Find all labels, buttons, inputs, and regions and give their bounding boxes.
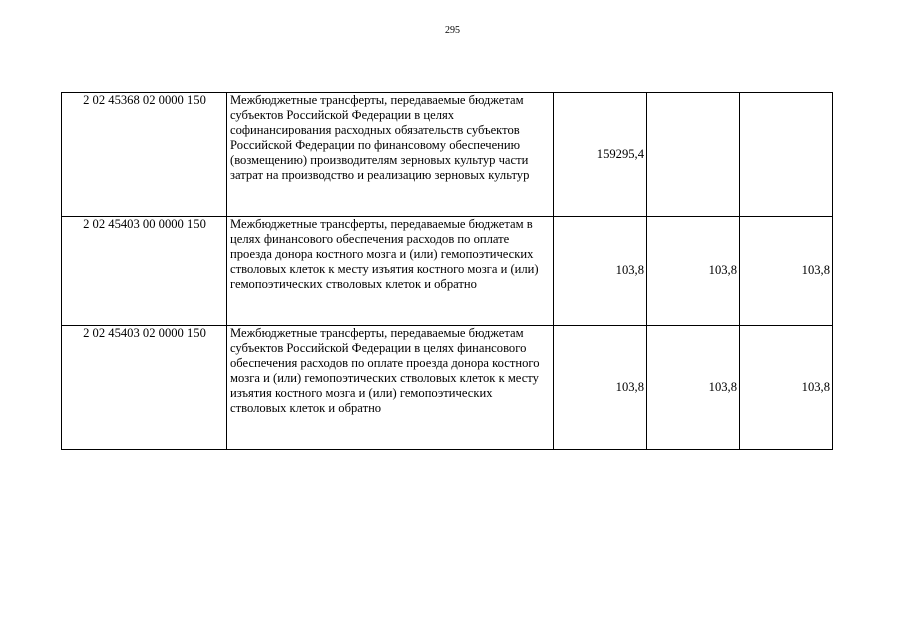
amount-cell-2: 103,8 bbox=[647, 217, 740, 326]
description-cell: Межбюджетные трансферты, передаваемые бюджетам субъектов Российской Федерации в целях софинансирования расходных обязательств субъектов Российской Федерации по финансовому обеспечению (возмещению) производителям зерновых культур части затрат на производство и реализацию зерновых культур bbox=[227, 93, 554, 217]
budget-code-cell: 2 02 45368 02 0000 150 bbox=[62, 93, 227, 217]
amount-cell-3: 103,8 bbox=[740, 217, 833, 326]
page-number: 295 bbox=[445, 25, 460, 36]
budget-code-cell: 2 02 45403 02 0000 150 bbox=[62, 326, 227, 450]
amount-cell-1: 159295,4 bbox=[554, 93, 647, 217]
table-row bbox=[62, 93, 833, 217]
amount-cell-2: 103,8 bbox=[647, 326, 740, 450]
amount-cell-3 bbox=[740, 93, 833, 217]
description-cell: Межбюджетные трансферты, передаваемые бюджетам в целях финансового обеспечения расходов по оплате проезда донора костного мозга и (или) гемопоэтических стволовых клеток к месту изъятия костного мозга и (или) гемопоэтических стволовых клеток и обратно bbox=[227, 217, 554, 326]
amount-cell-1: 103,8 bbox=[554, 217, 647, 326]
budget-code-cell: 2 02 45403 00 0000 150 bbox=[62, 217, 227, 326]
amount-cell-2 bbox=[647, 93, 740, 217]
budget-table bbox=[61, 92, 833, 450]
table-row bbox=[62, 217, 833, 326]
description-cell: Межбюджетные трансферты, передаваемые бюджетам субъектов Российской Федерации в целях финансового обеспечения расходов по оплате проезда донора костного мозга и (или) гемопоэтических стволовых клеток к месту изъятия костного мозга и (или) гемопоэтических стволовых клеток и обратно bbox=[227, 326, 554, 450]
amount-cell-1: 103,8 bbox=[554, 326, 647, 450]
amount-cell-3: 103,8 bbox=[740, 326, 833, 450]
table-row bbox=[62, 326, 833, 450]
